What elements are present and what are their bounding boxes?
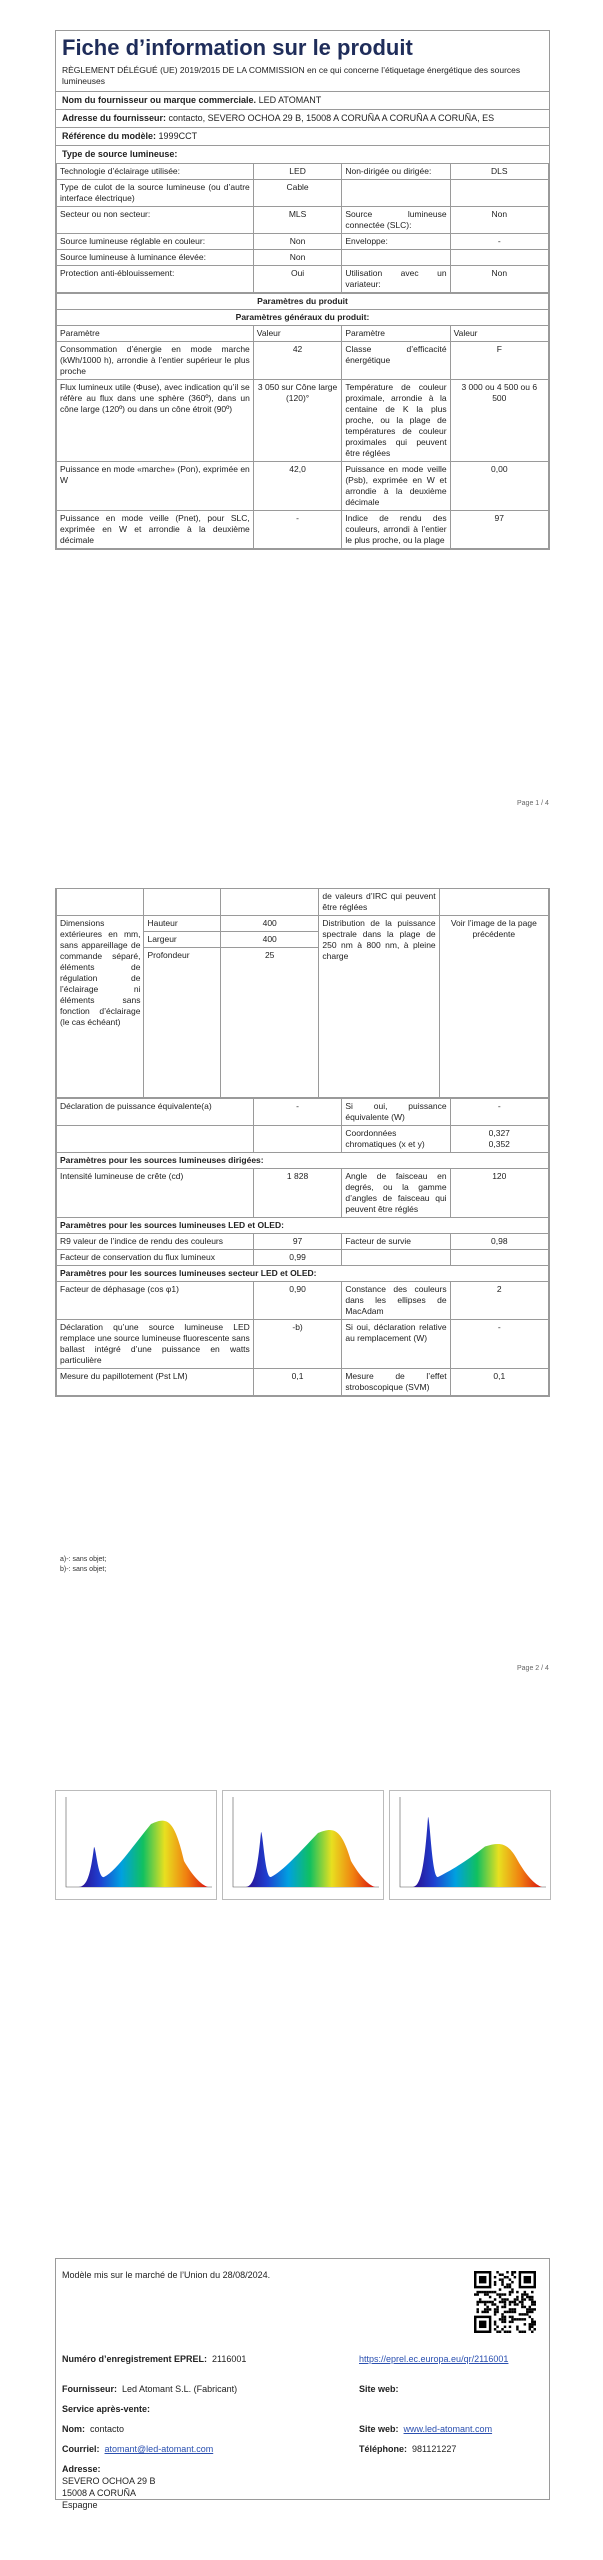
type-param-b: Non-dirigée ou dirigée: xyxy=(342,164,450,180)
cri-range-cont: de valeurs d’IRC qui peuvent être réglées xyxy=(319,889,439,916)
equiv-value-b: 0,327 0,352 xyxy=(450,1126,548,1153)
spectrum-image-3000k xyxy=(55,1790,217,1900)
adresse-line-3: Espagne xyxy=(62,2500,98,2510)
led-param-a: R9 valeur de l’indice de rendu des couleurs xyxy=(57,1234,254,1250)
col-value-1: Valeur xyxy=(253,326,342,342)
spectrum-chart-2 xyxy=(223,1791,383,1899)
adresse-line-1: SEVERO OCHOA 29 B xyxy=(62,2476,156,2486)
model-value: 1999CCT xyxy=(158,131,198,141)
type-value-a: LED xyxy=(253,164,342,180)
model-label: Référence du modèle: xyxy=(62,131,157,141)
spectral-distribution-images xyxy=(55,1790,550,1898)
courriel-label: Courriel: xyxy=(62,2444,100,2454)
mains-row xyxy=(57,1320,549,1369)
fournisseur-label: Fournisseur: xyxy=(62,2384,118,2394)
type-value-b: DLS xyxy=(450,164,548,180)
dim-width-label: Largeur xyxy=(144,932,221,948)
general-params-header: Paramètres généraux du produit: xyxy=(57,310,549,326)
phone-row xyxy=(359,2443,456,2455)
dim-depth-value: 25 xyxy=(221,948,319,1098)
type-param-a: Secteur ou non secteur: xyxy=(57,207,254,234)
model-row xyxy=(56,127,549,145)
params-header: Paramètres du produit xyxy=(57,294,549,310)
nom-value: contacto xyxy=(90,2424,125,2434)
type-param-b xyxy=(342,250,450,266)
type-row xyxy=(57,180,549,207)
email-link[interactable]: atomant@led-atomant.com xyxy=(104,2444,214,2454)
spectrum-curve xyxy=(245,1830,375,1887)
mains-param-a: Déclaration qu’une source lumineuse LED remplace une source lumineuse fluorescente sans ballast intégré d’une puissance en watts particulière xyxy=(57,1320,254,1369)
general-param-a: Puissance en mode veille (Pnet), pour SLC, exprimée en W et arrondie à la deuxième décimale xyxy=(57,511,254,549)
general-value-b: 0,00 xyxy=(450,462,548,511)
type-param-a: Protection anti-éblouissement: xyxy=(57,266,254,293)
site-web-label-2: Site web: xyxy=(359,2424,399,2434)
led-header: Paramètres pour les sources lumineuses LED et OLED: xyxy=(57,1218,549,1234)
led-value-b xyxy=(450,1250,548,1266)
led-param-b xyxy=(342,1250,450,1266)
general-param-a: Consommation d’énergie en mode marche (kWh/1000 h), arrondie à l’entier supérieur le plus proche xyxy=(57,342,254,380)
equiv-row xyxy=(57,1099,549,1126)
params-table-p2 xyxy=(56,1098,549,1396)
mains-value-b: 0,1 xyxy=(450,1369,548,1396)
dim-height-label: Hauteur xyxy=(144,916,221,932)
equiv-param-a: Déclaration de puissance équivalente(a) xyxy=(57,1099,254,1126)
type-param-a: Technologie d’éclairage utilisée: xyxy=(57,164,254,180)
type-param-a: Source lumineuse réglable en couleur: xyxy=(57,234,254,250)
general-param-a: Puissance en mode «marche» (Pon), exprimée en W xyxy=(57,462,254,511)
mains-param-b: Constance des couleurs dans les ellipses de MacAdam xyxy=(342,1282,450,1320)
service-header xyxy=(62,2403,150,2415)
led-row xyxy=(57,1234,549,1250)
address-block xyxy=(62,2463,156,2511)
mains-value-a: 0,90 xyxy=(253,1282,342,1320)
eprel-label: Numéro d’enregistrement EPREL: xyxy=(62,2354,208,2364)
led-value-a: 97 xyxy=(253,1234,342,1250)
mains-value-b: - xyxy=(450,1320,548,1369)
general-param-b: Classe d’efficacité énergétique xyxy=(342,342,450,380)
type-row xyxy=(57,164,549,180)
eprel-link-wrap xyxy=(359,2353,539,2365)
type-value-b: - xyxy=(450,234,548,250)
mains-header: Paramètres pour les sources lumineuses secteur LED et OLED: xyxy=(57,1266,549,1282)
footnote-a: a)-: sans objet; xyxy=(60,1556,107,1563)
dim-width-value: 400 xyxy=(221,932,319,948)
type-param-b: Utilisation avec un variateur: xyxy=(342,266,450,293)
type-table xyxy=(56,163,549,293)
spectrum-chart-3 xyxy=(390,1791,550,1899)
params-table xyxy=(56,293,549,549)
directed-header: Paramètres pour les sources lumineuses dirigées: xyxy=(57,1153,549,1169)
type-param-b: Enveloppe: xyxy=(342,234,450,250)
type-value-a: Non xyxy=(253,234,342,250)
spectrum-curve xyxy=(412,1817,542,1887)
spectrum-image-4500k xyxy=(222,1790,384,1900)
type-value-b xyxy=(450,180,548,207)
type-value-b xyxy=(450,250,548,266)
params-table-cont xyxy=(56,889,549,1098)
product-sheet-page2 xyxy=(55,888,550,1397)
general-value-b: 97 xyxy=(450,511,548,549)
spectrum-curve xyxy=(78,1821,208,1887)
equiv-value-b: - xyxy=(450,1099,548,1126)
mains-param-b: Mesure de l’effet stroboscopique (SVM) xyxy=(342,1369,450,1396)
page-number-2: Page 2 / 4 xyxy=(517,1665,549,1672)
general-param-a: Flux lumineux utile (Φuse), avec indication qu’il se réfère au flux dans une sphère (360º), dans un cône large (120º) ou dans un cône étroit (90º) xyxy=(57,380,254,462)
type-row xyxy=(57,266,549,293)
equiv-param-b: Coordonnées chromatiques (x et y) xyxy=(342,1126,450,1153)
general-value-a: 3 050 sur Cône large (120)° xyxy=(253,380,342,462)
equiv-value-a: - xyxy=(253,1099,342,1126)
type-param-b xyxy=(342,180,450,207)
type-row xyxy=(57,207,549,234)
general-value-a: - xyxy=(253,511,342,549)
adresse-line-2: 15008 A CORUÑA xyxy=(62,2488,137,2498)
general-value-a: 42 xyxy=(253,342,342,380)
fournisseur-value: Led Atomant S.L. (Fabricant) xyxy=(122,2384,238,2394)
site-web-link[interactable]: www.led-atomant.com xyxy=(403,2424,493,2434)
directed-value-b: 120 xyxy=(450,1169,548,1218)
mains-param-a: Facteur de déphasage (cos φ1) xyxy=(57,1282,254,1320)
type-value-a: Cable xyxy=(253,180,342,207)
regulation-intro: RÈGLEMENT DÉLÉGUÉ (UE) 2019/2015 DE LA COMMISSION en ce qui concerne l’étiquetage énergétique des sources lumineuses xyxy=(62,65,521,86)
type-row xyxy=(57,234,549,250)
registration-block xyxy=(55,2258,550,2510)
email-row xyxy=(62,2443,213,2455)
led-row xyxy=(57,1250,549,1266)
general-row xyxy=(57,462,549,511)
equiv-param-a xyxy=(57,1126,254,1153)
supplier-row xyxy=(62,2383,237,2395)
led-value-b: 0,98 xyxy=(450,1234,548,1250)
eprel-link[interactable]: https://eprel.ec.europa.eu/qr/2116001 xyxy=(359,2354,509,2364)
general-param-b: Puissance en mode veille (Psb), exprimée en W et arrondie à la deuxième décimale xyxy=(342,462,450,511)
supplier-name-row xyxy=(56,91,549,109)
general-value-b: F xyxy=(450,342,548,380)
type-header xyxy=(56,145,549,163)
mains-row xyxy=(57,1369,549,1396)
led-value-a: 0,99 xyxy=(253,1250,342,1266)
tel-value: 981121227 xyxy=(412,2444,457,2454)
type-param-b: Source lumineuse connectée (SLC): xyxy=(342,207,450,234)
type-param-a: Source lumineuse à luminance élevée: xyxy=(57,250,254,266)
col-param-2: Paramètre xyxy=(342,326,450,342)
general-param-b: Température de couleur proximale, arrondie à la centaine de K la plus proche, ou la plage de températures de couleur proximales qui peuvent être réglées xyxy=(342,380,450,462)
mains-value-b: 2 xyxy=(450,1282,548,1320)
general-row xyxy=(57,511,549,549)
footnotes xyxy=(60,1555,106,1575)
site-web-row-2 xyxy=(359,2423,492,2435)
directed-param-b: Angle de faisceau en degrés, ou la gamme d’angles de faisceau qui peuvent être réglés xyxy=(342,1169,450,1218)
type-header-text: Type de source lumineuse: xyxy=(62,149,178,159)
supplier-address-row xyxy=(56,109,549,127)
spectrum-image-6500k xyxy=(389,1790,551,1900)
document-title: Fiche d’information sur le produit xyxy=(62,35,413,60)
adresse-label: Adresse: xyxy=(62,2464,101,2474)
type-value-a: Oui xyxy=(253,266,342,293)
led-param-a: Facteur de conservation du flux lumineux xyxy=(57,1250,254,1266)
type-value-a: Non xyxy=(253,250,342,266)
supplier-name-label: Nom du fournisseur ou marque commerciale. xyxy=(62,95,257,105)
dimensions-label: Dimensions extérieures en mm, sans appareillage de commande séparé, éléments de régulation de l’éclairage ni éléments sans fonction d’éclairage (le cas échéant) xyxy=(57,916,144,1098)
type-value-a: MLS xyxy=(253,207,342,234)
general-value-b: 3 000 ou 4 500 ou 6 500 xyxy=(450,380,548,462)
type-param-a: Type de culot de la source lumineuse (ou d’autre interface électrique) xyxy=(57,180,254,207)
supplier-address-label: Adresse du fournisseur: xyxy=(62,113,167,123)
site-web-label: Site web: xyxy=(359,2384,399,2394)
site-web-row-1 xyxy=(359,2383,399,2395)
col-value-2: Valeur xyxy=(450,326,548,342)
footnote-b: b)-: sans objet; xyxy=(60,1566,107,1573)
directed-param-a: Intensité lumineuse de crête (cd) xyxy=(57,1169,254,1218)
dim-depth-label: Profondeur xyxy=(144,948,221,1098)
eprel-row xyxy=(62,2353,246,2365)
spectral-label: Distribution de la puissance spectrale dans la plage de 250 nm à 800 nm, à pleine charge xyxy=(319,916,439,1098)
tel-label: Téléphone: xyxy=(359,2444,408,2454)
type-value-b: Non xyxy=(450,207,548,234)
type-row xyxy=(57,250,549,266)
qr-code-icon[interactable] xyxy=(474,2271,536,2333)
equiv-param-b: Si oui, puissance équivalente (W) xyxy=(342,1099,450,1126)
eprel-value: 2116001 xyxy=(212,2354,247,2364)
col-param-1: Paramètre xyxy=(57,326,254,342)
directed-row xyxy=(57,1169,549,1218)
nom-label: Nom: xyxy=(62,2424,85,2434)
spectrum-chart-1 xyxy=(56,1791,216,1899)
mains-value-a: 0,1 xyxy=(253,1369,342,1396)
general-value-a: 42,0 xyxy=(253,462,342,511)
service-label: Service après-vente: xyxy=(62,2404,151,2414)
spectral-value: Voir l’image de la page précédente xyxy=(439,916,548,1098)
supplier-name-value: LED ATOMANT xyxy=(258,95,322,105)
led-param-b: Facteur de survie xyxy=(342,1234,450,1250)
mains-param-a: Mesure du papillotement (Pst LM) xyxy=(57,1369,254,1396)
mains-value-a: -b) xyxy=(253,1320,342,1369)
mains-row xyxy=(57,1282,549,1320)
contact-name-row xyxy=(62,2423,124,2435)
general-row xyxy=(57,380,549,462)
mains-param-b: Si oui, déclaration relative au remplacement (W) xyxy=(342,1320,450,1369)
product-sheet-page1 xyxy=(55,30,550,550)
market-date: Modèle mis sur le marché de l’Union du 28/08/2024. xyxy=(62,2270,271,2280)
general-param-b: Indice de rendu des couleurs, arrondi à l’entier le plus proche, ou la plage xyxy=(342,511,450,549)
dim-height-value: 400 xyxy=(221,916,319,932)
directed-value-a: 1 828 xyxy=(253,1169,342,1218)
general-row xyxy=(57,342,549,380)
equiv-row xyxy=(57,1126,549,1153)
type-value-b: Non xyxy=(450,266,548,293)
supplier-address-value: contacto, SEVERO OCHOA 29 B, 15008 A CORUÑA A CORUÑA A CORUÑA, ES xyxy=(168,113,495,123)
page-number-1: Page 1 / 4 xyxy=(517,800,549,807)
equiv-value-a xyxy=(253,1126,342,1153)
